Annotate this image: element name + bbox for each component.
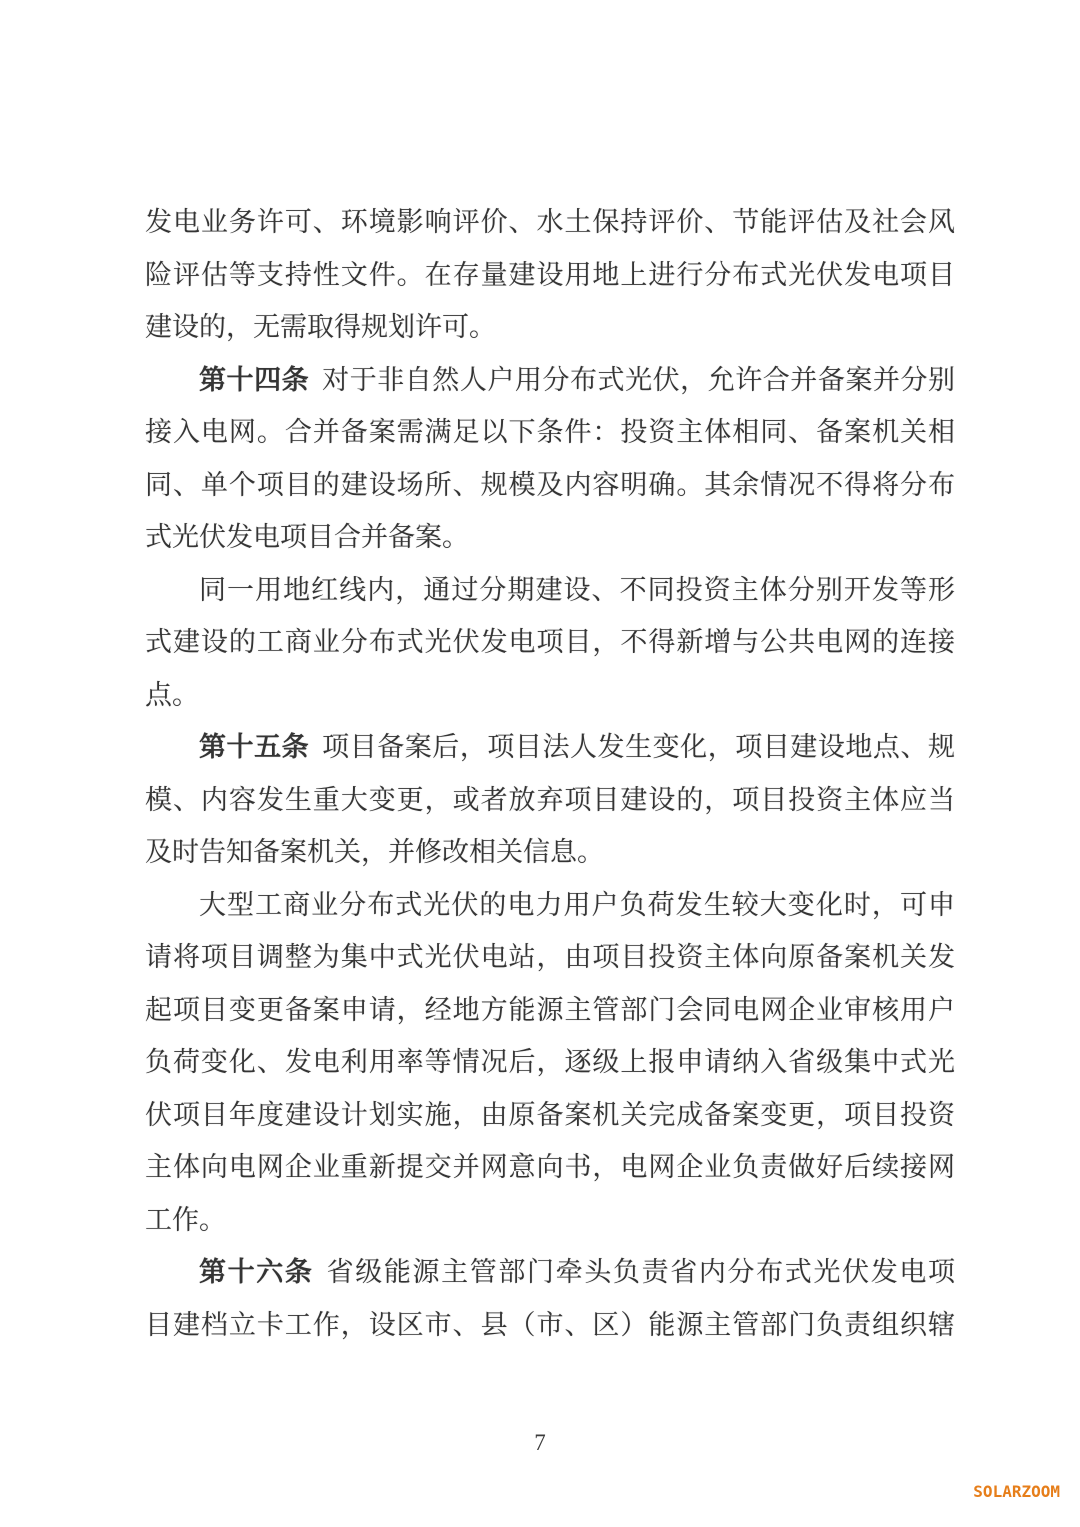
- line-text: 发电业务许可、环境影响评价、水土保持评价、节能评估及社会风: [145, 207, 955, 237]
- text-line: [145, 249, 955, 302]
- document-body: [145, 196, 955, 1351]
- line-text: 伏项目年度建设计划实施，由原备案机关完成备案变更，项目投资: [145, 1099, 955, 1130]
- text-line: [145, 1194, 955, 1247]
- text-line: [145, 984, 955, 1037]
- line-text: 工作。: [145, 1204, 226, 1235]
- line-text: 式建设的工商业分布式光伏发电项目，不得新增与公共电网的连接: [145, 627, 955, 657]
- text-line: [145, 406, 955, 459]
- text-line: [145, 931, 955, 984]
- line-text: 及时告知备案机关，并修改相关信息。: [145, 837, 604, 867]
- text-line: [145, 721, 955, 774]
- article-number: 第十六条: [199, 1257, 314, 1287]
- line-text: 对于非自然人户用分布式光伏，允许合并备案并分别: [322, 364, 955, 395]
- text-line: [145, 879, 955, 932]
- text-line: [145, 1089, 955, 1142]
- text-line: [145, 459, 955, 512]
- line-text: 同、单个项目的建设场所、规模及内容明确。其余情况不得将分布: [145, 469, 955, 500]
- text-line: [145, 301, 955, 354]
- line-text: 项目备案后，项目法人发生变化，项目建设地点、规: [322, 732, 955, 762]
- text-line: [145, 616, 955, 669]
- line-text: 主体向电网企业重新提交并网意向书，电网企业负责做好后续接网: [145, 1152, 955, 1182]
- article-number: 第十四条: [199, 364, 310, 395]
- watermark-solarzoom: SOLARZOOM: [973, 1482, 1060, 1501]
- line-text: 接入电网。合并备案需满足以下条件：投资主体相同、备案机关相: [145, 417, 955, 447]
- text-line: [145, 774, 955, 827]
- text-line: [145, 826, 955, 879]
- text-line: [145, 1036, 955, 1089]
- text-line: [145, 354, 955, 407]
- text-line: [145, 511, 955, 564]
- line-text: 同一用地红线内，通过分期建设、不同投资主体分别开发等形: [199, 574, 955, 605]
- line-text: 省级能源主管部门牵头负责省内分布式光伏发电项: [326, 1257, 955, 1287]
- line-text: 模、内容发生重大变更，或者放弃项目建设的，项目投资主体应当: [145, 784, 955, 815]
- text-line: [145, 564, 955, 617]
- line-text: 负荷变化、发电利用率等情况后，逐级上报申请纳入省级集中式光: [145, 1047, 955, 1077]
- text-line: [145, 1299, 955, 1352]
- line-text: 式光伏发电项目合并备案。: [145, 522, 469, 552]
- line-text: 建设的，无需取得规划许可。: [145, 312, 496, 342]
- text-line: [145, 1141, 955, 1194]
- line-text: 大型工商业分布式光伏的电力用户负荷发生较大变化时，可申: [199, 889, 955, 920]
- page-number: 7: [534, 1430, 546, 1455]
- text-line: [145, 196, 955, 249]
- line-text: 险评估等支持性文件。在存量建设用地上进行分布式光伏发电项目: [145, 259, 955, 290]
- text-line: [145, 1246, 955, 1299]
- article-number: 第十五条: [199, 732, 310, 762]
- line-text: 目建档立卡工作，设区市、县（市、区）能源主管部门负责组织辖: [145, 1309, 955, 1340]
- line-text: 点。: [145, 679, 199, 710]
- line-text: 起项目变更备案申请，经地方能源主管部门会同电网企业审核用户: [145, 994, 955, 1025]
- text-line: [145, 669, 955, 722]
- line-text: 请将项目调整为集中式光伏电站，由项目投资主体向原备案机关发: [145, 942, 955, 972]
